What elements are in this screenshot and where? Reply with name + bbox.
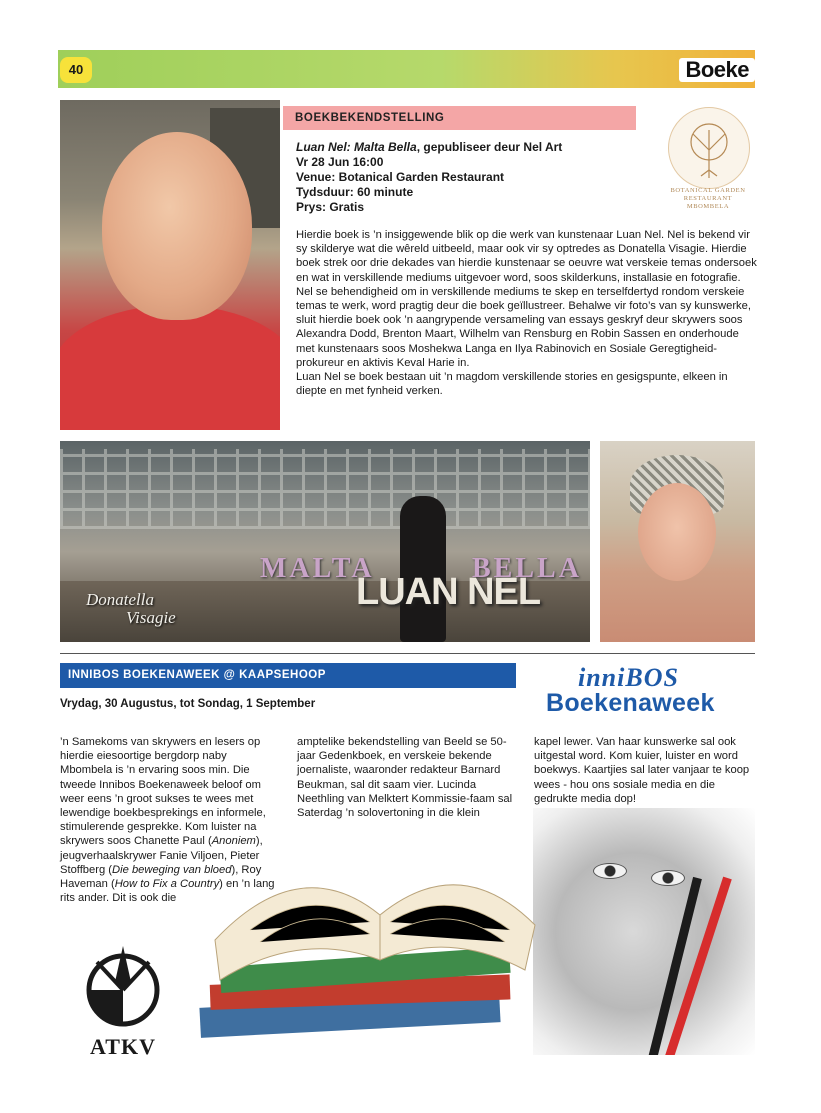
page-number: 40: [60, 57, 92, 83]
drawn-eye: [593, 863, 627, 879]
text-run: ) en ’n lang rits ander. Dit is ook die: [60, 878, 275, 905]
text-run: ’n Samekoms van skrywers en lesers op hierdie eiesoortige bergdorp naby Mbombela is ’n ervaring soos min. Die tweede Innibos Boekenaweek beloof om weer eens ’n groot sukses te wees met lewendige boekbesprekings en informele, stimulerende gesprekke. Kom luister na skrywers soos Chanette Paul (: [60, 736, 266, 848]
innibos-label-text: INNIBOS BOEKENAWEEK @ KAAPSEHOOP: [68, 669, 326, 681]
boekenaweek-logo: Boekenaweek: [546, 689, 715, 717]
event-price: Prys: Gratis: [296, 200, 365, 214]
feature-paragraph: Luan Nel se boek bestaan uit ’n magdom verskillende stories en gesigspunte, elkeen in diepte en met fynheid verken.: [296, 371, 728, 398]
article-column-2: [297, 735, 522, 820]
section-label-innibos: [60, 663, 516, 688]
atkv-emblem-icon: [83, 942, 163, 1032]
feature-paragraph: Nel se behendigheid om in verskillende mediums te skep en terselfdertyd rondom verskeie temas te werk, word pragtig deur die boek geïllustreer. Behalwe vir foto’s van sy kunswerke, sluit hierdie boek ook ’n aangrypende versameling van essays geskryf deur skrywers soos Alexandra Dodd, Brenton Maart, Wilhelm van Rensburg en Robin Sassen en onderhoude met kunstenaars soos Moshekwa Langa en Ilya Rabinovich en Sosiale Geregtigheid-prokureur en aktivis Keval Harie in.: [296, 285, 751, 369]
banner-artist-name: LUAN NEL: [356, 571, 541, 613]
author-face: [102, 132, 252, 320]
signature-line-1: Donatella: [86, 590, 154, 609]
atkv-text: ATKV: [90, 1034, 156, 1059]
botanical-garden-logo: [668, 107, 748, 217]
banner-word-bella: BELLA: [472, 553, 582, 584]
text-run: ), jeugverhaalskrywer Fanie Viljoen, Pieter Stoffberg (: [60, 835, 263, 876]
column-text: amptelike bekendstelling van Beeld se 50-jaar Gedenkboek, en verskeie bekende joernaliste, waaronder redakteur Barnard Beukman, sal dit saam vier. Lucinda Neethling van Melktert Kommissie-faam sal Saterdag ’n solovertoning in die klein: [297, 736, 513, 820]
book-title-bloed: Die beweging van bloed: [112, 863, 232, 876]
red-hoodie: [60, 305, 280, 430]
book-title-line: [296, 140, 636, 155]
atkv-logo: [78, 942, 168, 1062]
event-details: [296, 140, 636, 215]
signature-line-2: Visagie: [126, 608, 176, 627]
author-portrait: [60, 100, 280, 430]
event-venue: Venue: Botanical Garden Restaurant: [296, 170, 505, 184]
malta-bella-banner: [60, 441, 590, 642]
feature-paragraph: Hierdie boek is ’n insiggewende blik op die werk van kunstenaar Luan Nel. Nel is bekend vir sy skilderye wat die wêreld uitbeeld, maar ook vir sy optredes as Donatella Visagie. Hierdie boek strek oor drie dekades van hierdie kunstenaar se oeuvre wat verskeie temas ondersoek en wat in verskillende mediums uitgevoer word, soos skilderkuns, installasie en fotografie.: [296, 229, 757, 284]
drawn-eye: [651, 870, 685, 886]
column-text: kapel lewer. Van haar kunswerke sal ook uitgestal word. Kom kuier, luister en word boekwys. Kaartjies sal later vanjaar te koop wees - hou ons sosiale media en die gedrukte media dop!: [534, 736, 750, 805]
section-title: Boeke: [679, 58, 755, 82]
section-label-text: BOEKBEKENDSTELLING: [295, 112, 445, 124]
book-title: Luan Nel: Malta Bella: [296, 140, 417, 154]
tree-logo-icon: [668, 107, 750, 189]
feature-body: [296, 228, 758, 398]
section-divider: [60, 653, 755, 654]
section-label-launch: [283, 106, 636, 130]
book-title-anoniem: Anoniem: [211, 835, 256, 848]
logo-line-2: RESTAURANT: [683, 195, 733, 202]
pencil-drawing-face: [533, 808, 755, 1055]
article-column-3: [534, 735, 755, 806]
text-run: ), Roy Haveman (: [60, 863, 262, 891]
header-bar: [58, 50, 755, 88]
banner-word-malta: MALTA: [260, 553, 375, 584]
publisher: , gepubliseer deur Nel Art: [416, 140, 563, 154]
event-date: Vr 28 Jun 16:00: [296, 155, 384, 169]
stacked-books: [190, 830, 550, 1055]
logo-line-3: MBOMBELA: [686, 203, 730, 210]
book-title-fix-country: How to Fix a Country: [114, 878, 220, 891]
botanical-logo-text: [660, 187, 756, 211]
donatella-photo: [600, 441, 755, 642]
factory-windows: [60, 449, 590, 529]
performer-figure: [400, 496, 446, 642]
innibos-logo: inniBOS: [578, 663, 679, 692]
banner-signature: [86, 591, 176, 627]
performer-face: [638, 483, 716, 581]
event-dateline: Vrydag, 30 Augustus, tot Sondag, 1 September: [60, 698, 316, 710]
event-duration: Tydsduur: 60 minute: [296, 185, 414, 199]
logo-line-1: BOTANICAL GARDEN: [670, 187, 746, 194]
